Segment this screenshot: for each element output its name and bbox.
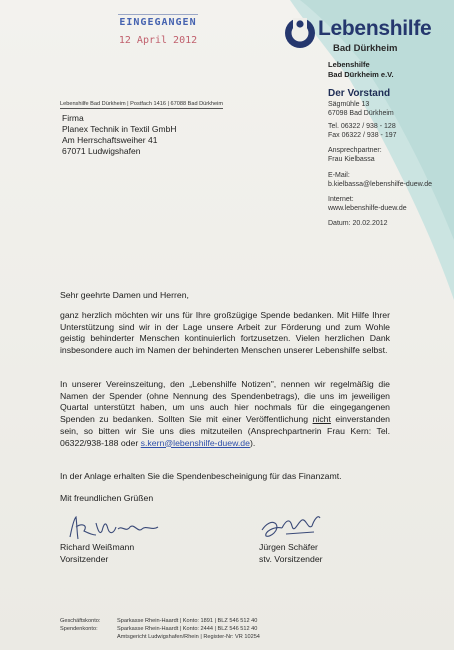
signature-weissmann (66, 513, 162, 543)
lebenshilfe-logo-icon (283, 16, 317, 50)
contact-name: Frau Kielbassa (328, 156, 375, 163)
return-address: Lebenshilfe Bad Dürkheim | Postfach 1416 | 67088 Bad Dürkheim (60, 101, 224, 107)
letter-date: Datum: 20.02.2012 (328, 220, 388, 227)
board-label: Der Vorstand (328, 88, 391, 99)
recipient-line3: Am Herrschaftsweiher 41 (62, 135, 158, 145)
recipient-line4: 67071 Ludwigshafen (62, 146, 141, 156)
sender-org-line1: Lebenshilfe (328, 60, 370, 69)
footer-account-label-2: Spendenkonto: (60, 626, 98, 632)
signer-left-title: Vorsitzender (60, 554, 109, 564)
received-stamp (118, 14, 198, 53)
recipient-line1: Firma (62, 113, 84, 123)
salutation: Sehr geehrte Damen und Herren, (60, 290, 189, 300)
underlined-nicht: nicht (312, 414, 331, 425)
signature-schaefer (256, 510, 326, 544)
sender-city: 67098 Bad Dürkheim (328, 110, 394, 117)
stamp-date: 12 April 2012 (118, 35, 198, 46)
signer-left-name: Richard Weißmann (60, 542, 135, 552)
footer-register: Amtsgericht Ludwigshafen/Rhein | Register-Nr: VR 10254 (117, 634, 260, 640)
footer-account-label-1: Geschäftskonto: (60, 618, 101, 624)
paragraph-newsletter-part2: einverstanden sein, so bitten wir Sie uns dies mitzuteilen (Ansprechpartnerin Frau Kern: Tel. 06322/938-188 oder (60, 414, 390, 448)
internet-label: Internet: (328, 196, 354, 203)
sender-website: www.lebenshilfe-duew.de (328, 205, 407, 212)
brand-name: Lebenshilfe (318, 17, 432, 40)
paragraph-newsletter-end: ). (249, 437, 256, 448)
footer-account-value-2: Sparkasse Rhein-Haardt | Konto: 2444 | BLZ 546 512 40 (117, 626, 258, 632)
sender-street: Sägmühle 13 (328, 101, 370, 108)
closing: Mit freundlichen Grüßen (60, 493, 154, 503)
contact-email-link[interactable]: s.kern@lebenshilfe-duew.de (140, 437, 250, 448)
sender-tel: Tel. 06322 / 938 - 128 (328, 123, 396, 130)
email-label: E-Mail: (328, 172, 350, 179)
brand-location: Bad Dürkheim (333, 43, 398, 54)
sender-org-line2: Bad Dürkheim e.V. (328, 70, 394, 79)
recipient-line2: Planex Technik in Textil GmbH (62, 124, 177, 134)
paragraph-thanks: ganz herzlich möchten wir uns für Ihre großzügige Spende bedanken. Mit Hilfe Ihrer Unterstützung sind wir in der Lage unsere Arbeit zur Förderung und zum Wohle geistig behinderter Menschen kontinuierlich fortzusetzen. Vielen herzlichen Dank insbesondere auch im Namen der behinderten Menschen unserer Lebenshilfe selbst. (60, 310, 390, 356)
stamp-title: EINGEGANGEN (119, 17, 197, 28)
signer-right-name: Jürgen Schäfer (259, 542, 318, 552)
footer-account-value-1: Sparkasse Rhein-Haardt | Konto: 1891 | BLZ 546 512 40 (117, 618, 258, 624)
paragraph-enclosure: In der Anlage erhalten Sie die Spendenbescheinigung für das Finanzamt. (60, 471, 342, 481)
sender-fax: Fax 06322 / 938 - 197 (328, 132, 397, 139)
paragraph-newsletter (60, 379, 390, 449)
sender-email: b.kielbassa@lebenshilfe-duew.de (328, 181, 433, 188)
signer-right-title: stv. Vorsitzender (259, 554, 323, 564)
contact-label: Ansprechpartner: (328, 147, 382, 154)
paragraph-newsletter-part1: In unserer Vereinszeitung, den „Lebenshilfe Notizen", nennen wir regelmäßig die Namen der Spender (ohne Nennung des Spendenbetrags), die uns im jeweiligen Quartal unterstützt haben, um uns auch hier nochmals für die eingegangenen Spenden zu bedanken. Sollten Sie mit einer Veröffentlichung (60, 379, 390, 425)
